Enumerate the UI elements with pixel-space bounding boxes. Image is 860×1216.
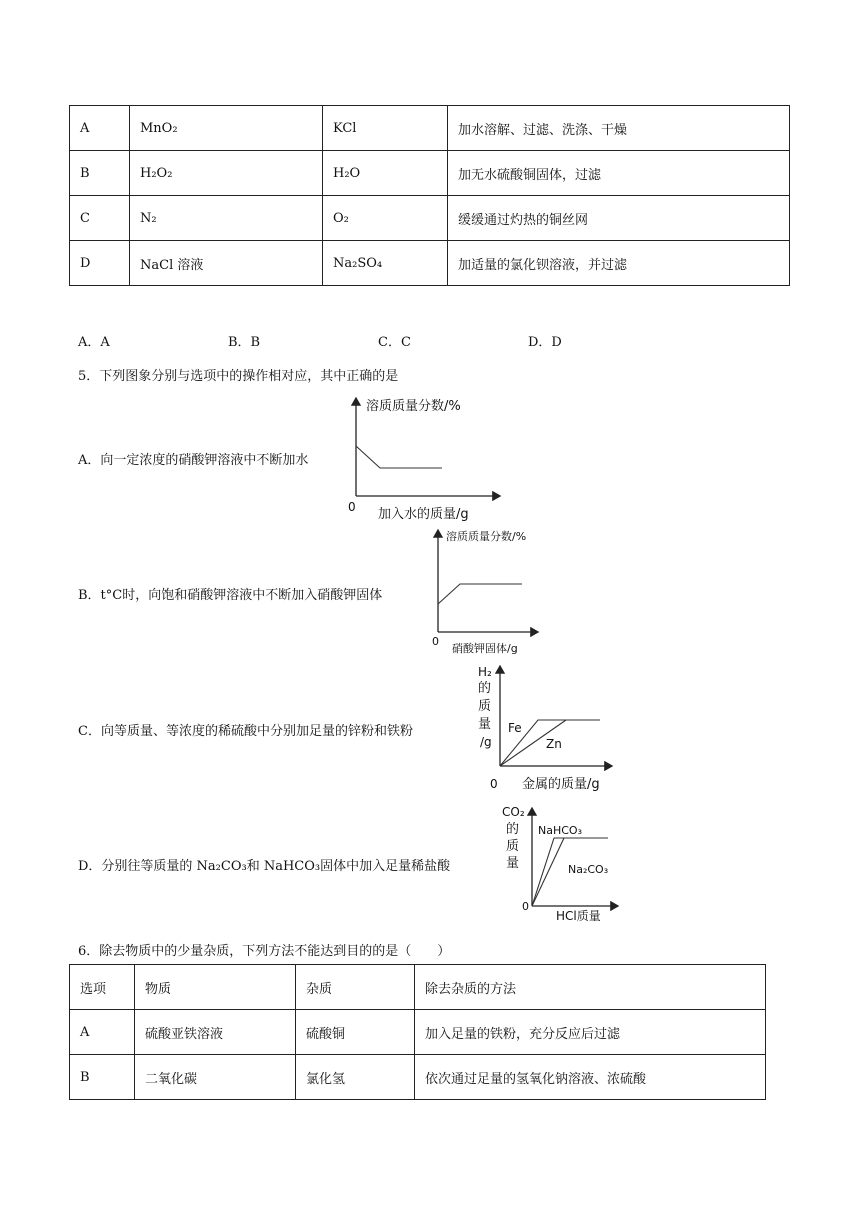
- table-header-row: [70, 965, 766, 1010]
- q5-graph-b: [426, 524, 556, 660]
- y-label-h2: H₂: [478, 665, 492, 679]
- y-axis-label: 溶质质量分数/%: [446, 530, 527, 543]
- method-cell: 加水溶解、过滤、洗涤、干燥: [448, 106, 790, 151]
- y-label-unit: /g: [480, 735, 492, 749]
- option-cell: C: [70, 196, 130, 241]
- method-cell: 加适量的氯化钡溶液，并过滤: [448, 241, 790, 286]
- option-cell: B: [70, 151, 130, 196]
- x-axis-label: 金属的质量/g: [522, 777, 600, 792]
- origin-label: 0: [522, 900, 529, 913]
- method-cell: 加入足量的铁粉，充分反应后过滤: [415, 1010, 766, 1055]
- x-axis-label: HCl质量: [556, 909, 601, 923]
- substance-cell: 硫酸亚铁溶液: [135, 1010, 296, 1055]
- choice-d: D．D: [528, 335, 562, 350]
- na2co3-curve: [532, 838, 564, 906]
- x-axis-label: 硝酸钾固体/g: [452, 642, 518, 655]
- header-cell: 选项: [70, 965, 135, 1010]
- y-label-co2: CO₂: [502, 805, 525, 819]
- series-label-zn: Zn: [546, 737, 562, 751]
- choice-a: A．A: [78, 335, 110, 350]
- header-cell: 杂质: [296, 965, 415, 1010]
- method-cell: 依次通过足量的氢氧化钠溶液、浓硫酸: [415, 1055, 766, 1100]
- q5-graph-a: [340, 392, 510, 522]
- y-label-de: 的: [478, 681, 492, 696]
- y-label-zhi: 质: [478, 699, 492, 714]
- impurity-cell: O₂: [323, 196, 448, 241]
- substance-cell: H₂O₂: [130, 151, 323, 196]
- header-cell: 物质: [135, 965, 296, 1010]
- table-row: [70, 151, 790, 196]
- origin-label: 0: [432, 635, 439, 648]
- series-label-na2co3: Na₂CO₃: [568, 863, 609, 876]
- method-cell: 加无水硫酸铜固体，过滤: [448, 151, 790, 196]
- table-row: [70, 241, 790, 286]
- y-label-liang: 量: [506, 856, 520, 871]
- curve: [356, 446, 442, 468]
- y-label-liang: 量: [478, 717, 492, 732]
- table-row: [70, 106, 790, 151]
- option-cell: D: [70, 241, 130, 286]
- question-5-stem: 5．下列图象分别与选项中的操作相对应，其中正确的是: [78, 369, 399, 384]
- table-row: [70, 1010, 766, 1055]
- table-row: [70, 196, 790, 241]
- impurity-table-q6: [69, 964, 766, 1100]
- header-cell: 除去杂质的方法: [415, 965, 766, 1010]
- substance-cell: MnO₂: [130, 106, 323, 151]
- option-cell: B: [70, 1055, 135, 1100]
- curve: [438, 584, 522, 604]
- choice-b: B．B: [228, 335, 261, 350]
- q5-option-d: D．分别往等质量的 Na₂CO₃和 NaHCO₃固体中加入足量稀盐酸: [78, 859, 451, 874]
- impurity-table-q4: [69, 105, 790, 286]
- choice-c: C．C: [378, 335, 411, 350]
- method-cell: 缓缓通过灼热的铜丝网: [448, 196, 790, 241]
- series-label-fe: Fe: [508, 721, 522, 735]
- y-label-zhi: 质: [506, 839, 520, 854]
- impurity-cell: H₂O: [323, 151, 448, 196]
- option-cell: A: [70, 1010, 135, 1055]
- y-axis-label: 溶质质量分数/%: [366, 399, 461, 414]
- origin-label: 0: [490, 777, 498, 791]
- substance-cell: NaCl 溶液: [130, 241, 323, 286]
- x-axis-label: 加入水的质量/g: [378, 507, 469, 522]
- y-label-de: 的: [506, 822, 520, 837]
- series-label-nahco3: NaHCO₃: [538, 824, 582, 837]
- impurity-cell: KCl: [323, 106, 448, 151]
- q5-option-c: C．向等质量、等浓度的稀硫酸中分别加足量的锌粉和铁粉: [78, 724, 413, 739]
- q5-graph-c: [474, 660, 624, 796]
- option-cell: A: [70, 106, 130, 151]
- origin-label: 0: [348, 500, 356, 514]
- q5-option-a: A．向一定浓度的硝酸钾溶液中不断加水: [78, 453, 309, 468]
- impurity-cell: Na₂SO₄: [323, 241, 448, 286]
- substance-cell: N₂: [130, 196, 323, 241]
- impurity-cell: 硫酸铜: [296, 1010, 415, 1055]
- q5-option-b: B．t°C时，向饱和硝酸钾溶液中不断加入硝酸钾固体: [78, 588, 383, 603]
- substance-cell: 二氧化碳: [135, 1055, 296, 1100]
- impurity-cell: 氯化氢: [296, 1055, 415, 1100]
- q5-graph-d: [500, 800, 630, 928]
- table-row: [70, 1055, 766, 1100]
- question-6-stem: 6．除去物质中的少量杂质，下列方法不能达到目的的是（ ）: [78, 944, 451, 959]
